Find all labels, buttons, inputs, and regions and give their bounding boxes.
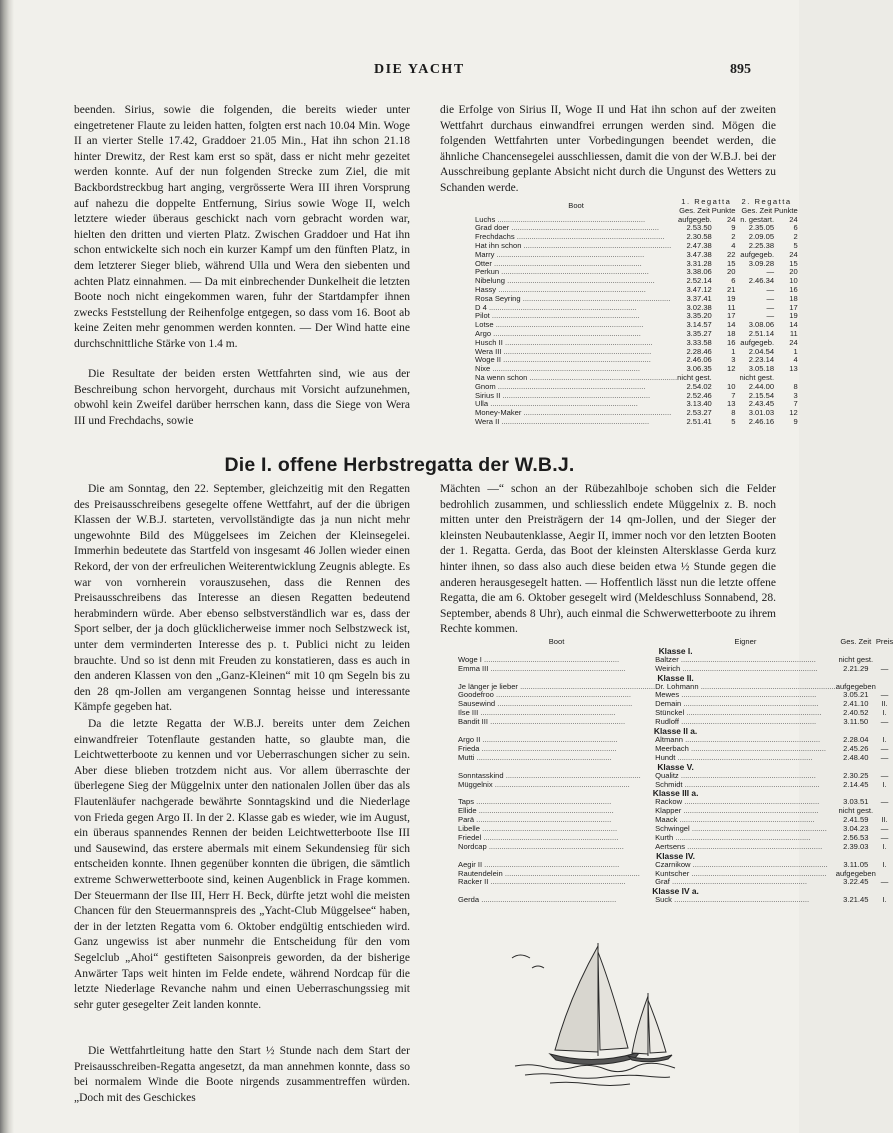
boat-name: Aegir II ..... (458, 861, 655, 870)
total-time: nicht gest. (838, 654, 874, 664)
boat-name: Woge II ..... (475, 356, 677, 365)
boat-name: Argo ..... (475, 330, 677, 339)
r2-points: 20 (789, 267, 798, 277)
total-time: 3.05.21 (843, 690, 869, 700)
owner-name: Rudloff ..... (655, 718, 836, 727)
prize: II. (881, 699, 888, 709)
boat-name: Mutti ..... (458, 754, 655, 763)
prize: I. (882, 859, 887, 869)
owner-name: Dr. Lohmann ..... (655, 683, 836, 692)
left-top-paragraph-1: beenden. Sirius, sowie die folgenden, die bereits wieder unter eingetretener Flaute zu leiden hatten, folgten erst nach 10.04 Min. Woge II an vierter Stelle 17.42, Graddoer 21.05 Min., Hat ihn schon 21.18 hinter Drewitz, der Rest kam erst so spät, dass er nicht mehr gezeitet werden konnte. Auf der nun folgenden Strecke zum Ziel, die mit Backbordstreckbug hart anging, vergrösserte Wera III ihren Vorsprung auf nahezu die doppelte Entfernung, Sirius sowie Woge II, welch letztere wieder überaus geschickt nach vorn gebracht worden war, hielten den dritten und vierten Platz. Zwischen Graddoer und Hat ihn schon entwickelte sich noch ein kurzer Kampf um den fünften Platz, in dem letzterer Sieger blieb, während Ulla und Wera den siebenten und achten Platz einnahmen. — Da mit einbrechender Dunkelheit die letzten Boote noch nicht eingekommen waren, fuhr der Startdampfer ihnen zwecks Feststellung der Reihenfolge entgegen, so dass vom 16. Boot ab keine Zeiten mehr genommen werden konnten. — Der Wind hatte eine durchschnittliche Stärke von 1.4 m. (74, 104, 410, 350)
sub-punkte-2: Punkte (774, 205, 798, 215)
boat-name: Racker II ..... (458, 878, 655, 887)
boat-name: Argo II ..... (458, 736, 655, 745)
owner-name: Weirich ..... (655, 665, 836, 674)
boat-name: Ilse III ..... (458, 709, 655, 718)
r2-points: 3 (793, 390, 798, 400)
r1-time: 2.51.41 (686, 416, 712, 426)
r1-points: 1 (731, 346, 736, 356)
right-bottom-paragraph: Mächten —“ schon an der Rübezahlboje schoben sich die Felder bedrohlich zusammen, und schliesslich endete Müggelnix z. B. noch mitten unter den Preisträgern der 14 qm-Jollen, und der Sieger der kleinsten Neubautenklasse, Aegir II, immer noch vor den letzten Booten der 1. Regatta. Gerda, das Boot der kleinsten Altersklasse Gerda kurz hinter ihnen, so dass also auch diese beiden etwa ½ Stunde gegen die anderen herausgesegelt hatten. — Hoffentlich lässt nun die letzte offene Regatta, die am 6. Oktober gesegelt wird (Meldeschluss Sonnabend, 28. September, abends 8 Uhr), auch einmal die Schwerwetterboote zu ihrem Rechte kommen. (440, 483, 776, 636)
boat-name: Woge I ..... (458, 656, 655, 665)
total-time: 2.30.25 (843, 770, 869, 780)
r2-points: 13 (789, 364, 798, 374)
sub-punkte-1: Punkte (711, 205, 736, 215)
r1-time: 2.52.14 (686, 276, 712, 286)
owner-name: Meerbach ..... (655, 745, 836, 754)
owner-name: Stünckel ..... (655, 709, 836, 718)
boat-name: Friedel ..... (458, 834, 655, 843)
left-bottom-paragraph-3: Die Wettfahrtleitung hatte den Start ½ Stunde nach dem Start der Preisausschreiben-Regatta angesetzt, da man annehmen konnte, dass so bei normalem Winde die Boote nirgends zusammentreffen würden. „Doch mit des Geschickes (74, 1045, 410, 1104)
total-time: 2.41.10 (843, 699, 869, 709)
owner-name: Altmann ..... (655, 736, 836, 745)
class-results-table (458, 638, 893, 905)
r2-points: 11 (789, 328, 798, 338)
r1-points: 14 (726, 320, 736, 330)
r2-points: 7 (793, 399, 798, 409)
r1-points: 18 (726, 328, 736, 338)
r2-time: 2.15.54 (748, 390, 775, 400)
prize: — (880, 752, 889, 762)
water-line-3 (550, 1082, 630, 1085)
r2-time: — (766, 293, 775, 303)
prize: — (880, 743, 889, 753)
water-line-2 (525, 1074, 670, 1079)
boat-name: Parä ..... (458, 816, 655, 825)
r1-points: 2 (731, 232, 736, 242)
total-time: 3.04.23 (843, 824, 869, 834)
total-time: 2.28.04 (843, 734, 869, 744)
total-time: 3.11.50 (843, 717, 869, 727)
boat-name: Hassy ..... (475, 286, 677, 295)
boat-name: Rosa Seyring ..... (475, 295, 677, 304)
r2-time: aufgegeb. (740, 337, 775, 347)
prize: — (880, 832, 889, 842)
r1-time: 3.38.06 (686, 267, 712, 277)
boat-name: Frechdachs ..... (475, 233, 677, 242)
boat-name: Emma III ..... (458, 665, 655, 674)
boat-name: Luchs ..... (475, 216, 677, 225)
r1-points: 17 (726, 311, 736, 321)
boat-name: Je länger je lieber ..... (458, 683, 655, 692)
class-result-row (458, 896, 893, 905)
r1-time: 3.37.41 (686, 293, 712, 303)
total-time: 2.40.52 (843, 708, 869, 718)
prize: — (880, 770, 889, 780)
r2-points: 8 (793, 381, 798, 391)
hull-large (550, 1052, 640, 1065)
total-time: 3.22.45 (843, 877, 869, 887)
boat-name: Ellide ..... (458, 807, 655, 816)
boat-name: Hat ihn schon ..... (475, 242, 677, 251)
r2-points: 17 (789, 302, 798, 312)
prize: I. (882, 841, 887, 851)
r1-time: 2.46.06 (686, 355, 712, 365)
owner-name: Schmidt ..... (655, 781, 836, 790)
owner-name: Hundt ..... (655, 754, 836, 763)
sub-ges-zeit-1: Ges. Zeit (679, 205, 710, 215)
owner-name: Maack ..... (655, 816, 836, 825)
total-time: 3.03.51 (843, 797, 869, 807)
prize: — (880, 717, 889, 727)
r2-points: 5 (793, 240, 798, 250)
boat-name: Lotse ..... (475, 321, 677, 330)
r1-time: 3.47.38 (686, 249, 712, 259)
r2-points: 15 (789, 258, 798, 268)
boat-name: Perkun ..... (475, 268, 677, 277)
r1-time: nicht gest. (677, 372, 712, 382)
col-preis: Preis (875, 637, 893, 646)
boat-name: Bandit III ..... (458, 718, 655, 727)
sail-jib (598, 952, 628, 1050)
owner-name: Rackow ..... (655, 798, 836, 807)
prize: I. (882, 708, 887, 718)
r1-points: 9 (731, 223, 736, 233)
r2-points: 18 (789, 293, 798, 303)
left-top-paragraph-2: Die Resultate der beiden ersten Wettfahrten sind, wie aus der Beschreibung schon hervorgeht, durchaus mit Vorsicht aufzunehmen, obwohl kein Zweifel darüber herrschen kann, dass die Siege von Wera III und Frechdachs, sowie (74, 368, 410, 427)
r2-time: nicht gest. (739, 372, 775, 382)
right-top-paragraph: die Erfolge von Sirius II, Woge II und Hat ihn schon auf der zweiten Wettfahrt durchaus einwandfrei errungen werden sind. Mögen die folgenden Wettfahrten unter Vorbedingungen beendet werden, die ähnliche Chancensegelei ausschliessen, damit die von der W.B.J. bei der Ausschreibung geplante Absicht nicht durch die Ungunst des Wetters zu Schanden werde. (440, 104, 776, 194)
r1-points: 4 (731, 240, 736, 250)
sub-ges-zeit-2: Ges. Zeit (741, 205, 773, 215)
binding-shadow (0, 0, 14, 1133)
boat-name: Marry ..... (475, 251, 677, 260)
owner-name: Kuntscher ..... (655, 870, 836, 879)
total-time: 2.21.29 (843, 663, 869, 673)
r1-points: 10 (726, 381, 736, 391)
owner-name: Aertsens ..... (655, 843, 836, 852)
r2-time: 2.44.00 (748, 381, 775, 391)
boat-name: Libelle ..... (458, 825, 655, 834)
owner-name: Baltzer ..... (655, 656, 836, 665)
r2-time: 2.35.05 (748, 223, 775, 233)
regatta-results-table (475, 198, 798, 427)
r1-points: 22 (726, 249, 736, 259)
r2-points: 16 (789, 284, 798, 294)
col-boot: Boot (568, 201, 584, 211)
r2-points: 9 (793, 416, 798, 426)
r2-points: 24 (789, 214, 798, 224)
col-regatta-1: 1. Regatta (681, 197, 732, 206)
left-bottom-paragraph-1: Die am Sonntag, den 22. September, gleichzeitig mit den Regatten des Preisausschreibens gesegelte offene Wettfahrt, auf der die übrigen Klassen der W.B.J. starteten, vervollständigte das ja nun nicht mehr ungewohnte Bild des Müggelsees im Zeichen der Kleinsegelei. Immerhin bedeutete das Startfeld von insgesamt 46 Jollen wieder einen Rekord, der von der erfreulichen Weiterentwicklung Zeugnis ablegte. Es war von vornherein vorauszusehen, dass die Rennen des Preisausschreibens das Interesse an diesen Regatten bedeutend herabmindern würde. Aber ebenso selbstverständlich war es, dass der Sport selber, der ja doch glücklicherweise immer noch Selbstzweck ist, unter dem verminderten Interesse des p. t. Publici nicht zu leiden brauchte. Und so ist denn mit Freuden zu konstatieren, dass es auch in den anderen Klassen von den „Ganz-Kleinen“ mit 10 qm Segeln bis zu den 28 qm-Jollen am vergangenen Sonntag heisse und interessante Kämpfe gegeben hat. (74, 483, 410, 714)
gull-marks (512, 955, 544, 968)
boat-name: Rautendelein ..... (458, 870, 655, 879)
section-title: Die I. offene Herbstregatta der W.B.J. (224, 454, 575, 476)
r2-points: 1 (793, 346, 798, 356)
r2-time: — (766, 311, 775, 321)
boat-name: Frieda ..... (458, 745, 655, 754)
r2-time: — (766, 284, 775, 294)
boat-name: Money-Maker ..... (475, 409, 677, 418)
r1-time: 3.33.58 (686, 337, 712, 347)
prize: — (880, 824, 889, 834)
r2-points: 24 (789, 249, 798, 259)
prize: II. (881, 815, 888, 825)
r2-time: 2.04.54 (748, 346, 775, 356)
owner-name: Mewes ..... (655, 691, 836, 700)
owner-name: Demain ..... (655, 700, 836, 709)
owner-name: Kurth ..... (655, 834, 836, 843)
r1-points: 15 (726, 258, 736, 268)
class-heading: Klasse I. (658, 645, 693, 656)
class-heading: Klasse II a. (653, 726, 698, 737)
prize: — (880, 797, 889, 807)
boat-name: Nixe ..... (475, 365, 677, 374)
boat-name: Wera II ..... (475, 418, 677, 427)
prize: — (880, 690, 889, 700)
r1-points: 3 (731, 355, 736, 365)
total-time: 3.21.45 (843, 895, 869, 905)
r1-time: 2.47.38 (686, 240, 712, 250)
prize: I. (882, 895, 887, 905)
total-time: 2.41.59 (843, 815, 869, 825)
r2-time: 2.09.05 (748, 232, 775, 242)
boat-name: Müggelnix ..... (458, 781, 655, 790)
r1-time: 3.13.40 (686, 399, 712, 409)
boat-name: Gnom ..... (475, 383, 677, 392)
r2-time: 2.43.45 (748, 399, 775, 409)
r1-time: 3.14.57 (686, 320, 712, 330)
col-ges-zeit: Ges. Zeit (840, 637, 872, 646)
r2-time: — (766, 302, 775, 312)
r2-time: 2.51.14 (748, 328, 775, 338)
r1-points: 7 (731, 390, 736, 400)
r1-time: 3.02.38 (686, 302, 712, 312)
col-boot: Boot (548, 637, 565, 646)
owner-name: Graf ..... (655, 878, 836, 887)
boat-name: Goodefroo ..... (458, 691, 655, 700)
r2-time: 2.46.16 (748, 416, 775, 426)
r2-time: n. gestart. (740, 214, 775, 224)
total-time: nicht gest. (838, 806, 874, 816)
r2-points: 14 (789, 320, 798, 330)
r1-time: 2.28.46 (686, 346, 712, 356)
left-bottom-paragraph-2: Da die letzte Regatta der W.B.J. bereits unter dem Zeichen einwandfreier Totenflaute gestanden hatte, so glaubte man, die Leichtwetterboote zu kennen und vor Ueberraschungen sicher zu sein. Aber diese blieben trotzdem nicht aus. Vor allem überraschte der überlegene Sieg der Müggelnix unter den nationalen Jollen über das als Flautenläufer nachgerade bewährte Sonntagskind und die Niederlage von Frieda gegen Argo II. In der 2. Klasse gab es wieder, wie im August, ein überaus spannendes Rennen der beiden Leichtwetterboote Ilse III und Sausewind, das erstere abermals mit einem Sekundensieg für sich entscheiden konnte. Ihnen gegenüber konnten die übrigen, die sämtlich extreme Schwerwetterboote sind, keinen Augenblick in Frage kommen. Der Steuermann der Ilse III, Herr H. Beck, dürfte jetzt wohl die meisten Chancen für den Steuermannspreis des „Yacht-Club Müggelsee“ haben, der in der letzten Regatta vom 6. Oktober endgültig entschieden wird. Ganz ungewiss ist aber nunmehr die Entscheidung für den vom Segelclub „Ahoi“ gestifteten Saisonpreis geworden, da der bisherige Anwärter Taps weit hinten im Felde endete, während Nordcap für die letzte Niederlage Revanche nahm und einen Ueberraschungssieg mit sehr guter gesegelter Zeit landen konnte. (74, 718, 410, 1011)
sail-large (555, 946, 598, 1052)
r1-points: 8 (731, 408, 736, 418)
r2-time: 2.46.34 (748, 276, 775, 286)
r2-time: aufgegeb. (740, 249, 775, 259)
boat-name: Nordcap ..... (458, 843, 655, 852)
boat-name: Pilot ..... (475, 312, 677, 321)
boat-name: Sonntasskind ..... (458, 772, 655, 781)
r1-points: 19 (726, 293, 736, 303)
r1-time: 3.06.35 (686, 364, 712, 374)
boat-name: Taps ..... (458, 798, 655, 807)
prize: — (880, 663, 889, 673)
total-time: 2.56.53 (843, 832, 869, 842)
regatta-row (475, 418, 798, 427)
r2-time: 3.05.18 (748, 364, 775, 374)
running-title: DIE YACHT (374, 62, 465, 77)
r2-time: 3.09.28 (748, 258, 775, 268)
prize: I. (882, 779, 887, 789)
class-heading: Klasse II. (657, 672, 694, 683)
class-heading: Klasse V. (657, 761, 694, 772)
owner-name: Qualitz ..... (655, 772, 836, 781)
boat-name: Wera III ..... (475, 348, 677, 357)
r1-time: 3.31.28 (686, 258, 712, 268)
total-time: 2.45.26 (843, 743, 869, 753)
boat-name: Otter ..... (475, 260, 677, 269)
r2-points: 24 (789, 337, 798, 347)
r2-time: 3.01.03 (748, 408, 775, 418)
r1-points: 5 (731, 416, 736, 426)
r2-time: 2.25.38 (748, 240, 775, 250)
r1-points: 12 (726, 364, 736, 374)
class-heading: Klasse IV. (656, 850, 695, 861)
r1-time: 2.53.27 (686, 408, 712, 418)
r1-points: 11 (727, 302, 736, 312)
sail-small (632, 996, 648, 1054)
col-eigner: Eigner (734, 637, 757, 646)
boat-name: Nibelung ..... (475, 277, 677, 286)
prize: I. (882, 734, 887, 744)
total-time: 2.39.03 (843, 841, 869, 851)
owner-name: Suck ..... (655, 896, 836, 905)
r2-points: 2 (793, 232, 798, 242)
r2-points: 4 (793, 355, 798, 365)
r2-time: 2.23.14 (748, 355, 775, 365)
owner-name: Klapper ..... (655, 807, 836, 816)
total-time: aufgegeben (835, 681, 876, 691)
class-heading: Klasse III a. (652, 788, 699, 799)
prize: — (880, 877, 889, 887)
r2-time: — (766, 267, 775, 277)
r1-time: 3.47.12 (686, 284, 712, 294)
r1-time: 2.52.46 (686, 390, 712, 400)
r1-points: 21 (726, 284, 736, 294)
r2-points: 19 (789, 311, 798, 321)
owner-name: Czarnikow ..... (655, 861, 836, 870)
sail-small-jib (648, 1000, 666, 1053)
boat-name: Ulla ..... (475, 400, 677, 409)
r1-points: 16 (726, 337, 736, 347)
r1-points: 24 (726, 214, 736, 224)
r1-points: 20 (726, 267, 736, 277)
total-time: 2.14.45 (843, 779, 869, 789)
r1-time: 2.53.50 (686, 223, 712, 233)
r2-points: 12 (789, 408, 798, 418)
class-heading: Klasse IV a. (652, 886, 699, 897)
r1-time: 2.54.02 (686, 381, 712, 391)
r2-points: 6 (793, 223, 798, 233)
r1-points: 6 (731, 276, 736, 286)
boat-name: Sirius II ..... (475, 392, 677, 401)
total-time: 3.11.05 (843, 859, 869, 869)
r1-time: 2.30.58 (686, 232, 712, 242)
boat-name: Sausewind ..... (458, 700, 655, 709)
r1-time: 3.35.20 (686, 311, 712, 321)
boat-name: D 4 ..... (475, 304, 677, 313)
sailboat-illustration (510, 938, 680, 1088)
r1-points: 13 (726, 399, 736, 409)
total-time: 2.48.40 (843, 752, 869, 762)
page-number: 895 (730, 62, 751, 77)
r2-points: 10 (789, 276, 798, 286)
owner-name: Schwingel ..... (655, 825, 836, 834)
r1-time: 3.35.27 (686, 328, 712, 338)
r1-time: aufgegeb. (677, 214, 712, 224)
r2-time: 3.08.06 (748, 320, 775, 330)
boat-name: Na wenn schon ..... (475, 374, 677, 383)
total-time: aufgegeben (835, 868, 876, 878)
col-regatta-2: 2. Regatta (741, 197, 792, 206)
boat-name: Grad doer ..... (475, 224, 677, 233)
boat-name: Husch II ..... (475, 339, 677, 348)
boat-name: Gerda ..... (458, 896, 655, 905)
